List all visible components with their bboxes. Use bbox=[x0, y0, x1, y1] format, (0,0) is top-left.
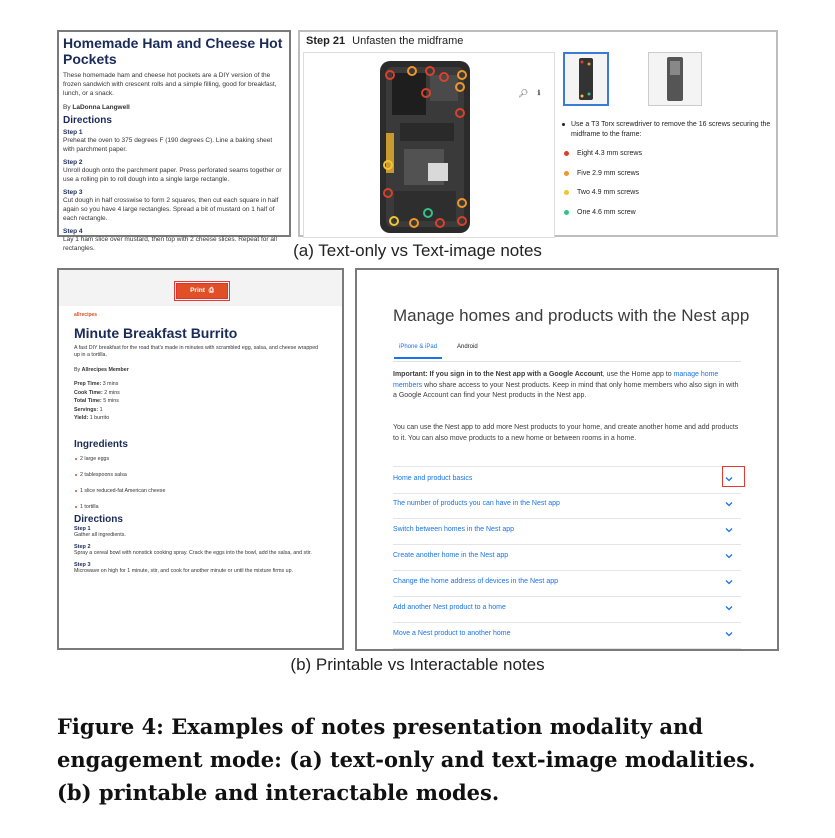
figure-caption: Figure 4: Examples of notes presentation modality and engagement mode: (a) text-only and text-image modalities. (b) printable and interactable modes. bbox=[57, 714, 756, 805]
print-button[interactable]: Print ⎙ bbox=[176, 283, 228, 299]
ingredient-item: 1 tortilla bbox=[80, 504, 324, 510]
recipe-title: Homemade Ham and Cheese Hot Pockets bbox=[63, 35, 283, 67]
step-3: Step 3 Cut dough in half crosswise to form 2 squares, then cut each square in half again so you have 4 large rectangles. Spread a bit of mustard on 1 half of each rectangle. bbox=[63, 189, 279, 222]
screw-item-1: Eight 4.3 mm screws bbox=[577, 149, 772, 159]
tab-android[interactable]: Android bbox=[457, 344, 478, 350]
accordion-item-move-product[interactable]: Move a Nest product to another home bbox=[393, 622, 741, 649]
caption-b: (b) Printable vs Interactable notes bbox=[290, 655, 545, 674]
printable-note-panel bbox=[57, 268, 344, 650]
phone-teardown-image bbox=[304, 53, 554, 237]
step-number: Step 21 bbox=[306, 35, 346, 47]
nest-page-title: Manage homes and products with the Nest app bbox=[393, 306, 750, 325]
recipe-content bbox=[74, 312, 324, 575]
chevron-down-icon[interactable] bbox=[723, 550, 735, 562]
chevron-down-icon[interactable] bbox=[723, 602, 735, 614]
step-2: Step 2 Spray a cereal bowl with nonstick cooking spray. Crack the eggs into the bowl, add the salsa, and stir. bbox=[74, 543, 312, 556]
platform-tabs bbox=[393, 339, 741, 362]
step-heading bbox=[306, 35, 463, 47]
interactable-note-panel bbox=[355, 268, 779, 651]
recipe-times: Prep Time: 3 mins Cook Time: 2 mins Total Time: 5 mins Servings: 1 Yield: 1 burrito bbox=[74, 381, 120, 421]
thumbnail-1-image bbox=[565, 54, 607, 104]
highlight-box bbox=[722, 466, 745, 487]
accordion-item-number-of-products[interactable]: The number of products you can have in the Nest app bbox=[393, 492, 741, 519]
directions-heading: Directions bbox=[63, 115, 112, 126]
intro-paragraph: You can use the Nest app to add more Nest products to your home, and create another home and add products to it. You can also move products to a new home or between rooms in a home. bbox=[393, 424, 739, 442]
step-1: Step 1 Gather all ingredients. bbox=[74, 525, 126, 538]
zoom-icon[interactable]: 🔎︎ bbox=[518, 89, 529, 98]
thumbnail-2-image bbox=[649, 53, 701, 105]
important-note: Important: If you sign in to the Nest app with a Google Account, use the Home app to manage home members who share access to your Nest products. Keep in mind that only home members who also sign in with a Google Account can find your Nest products in the Nest app. bbox=[393, 371, 739, 399]
accordion-item-home-and-product-basics[interactable]: Home and product basics bbox=[393, 466, 741, 494]
chevron-down-icon[interactable] bbox=[723, 628, 735, 640]
info-icon[interactable]: ℹ bbox=[537, 90, 541, 97]
manage-home-members-link[interactable]: manage home members bbox=[393, 371, 719, 389]
step-3: Step 3 Microwave on high for 1 minute, stir, and cook for another minute or until the mixture firms up. bbox=[74, 561, 294, 574]
brand-logo: allrecipes bbox=[74, 312, 98, 318]
screw-item-4: One 4.6 mm screw bbox=[577, 208, 772, 218]
screw-item-2: Five 2.9 mm screws bbox=[577, 169, 772, 179]
recipe-description: A fast DIY breakfast for the road that's made in minutes with scrambled egg, salsa, and cheese wrapped up in a tortilla. bbox=[74, 345, 319, 358]
ingredient-item: 2 large eggs bbox=[80, 456, 324, 462]
ingredient-item: 1 slice reduced-fat American cheese bbox=[80, 488, 324, 494]
text-only-note-panel bbox=[57, 30, 291, 252]
directions-heading: Directions bbox=[74, 513, 123, 525]
printer-icon: ⎙ bbox=[208, 287, 214, 294]
main-phone-photo[interactable] bbox=[303, 52, 555, 238]
recipe-byline: By LaDonna Langwell bbox=[63, 104, 130, 111]
chevron-down-icon[interactable] bbox=[723, 524, 735, 536]
chevron-down-icon[interactable] bbox=[723, 498, 735, 510]
recipe-title: Minute Breakfast Burrito bbox=[74, 325, 238, 341]
text-image-note-panel bbox=[298, 30, 778, 237]
tab-iphone-ipad[interactable]: iPhone & iPad bbox=[399, 344, 438, 350]
ingredients-heading: Ingredients bbox=[74, 438, 128, 450]
recipe-author: Allrecipes Member bbox=[81, 367, 129, 373]
chevron-down-icon[interactable] bbox=[723, 576, 735, 588]
step-4: Step 4 Lay 1 ham slice over mustard, then top with 2 cheese slices. Repeat for all rectangles. bbox=[63, 228, 277, 252]
thumbnail-2[interactable] bbox=[648, 52, 702, 106]
accordion-item-create-home[interactable]: Create another home in the Nest app bbox=[393, 544, 741, 571]
recipe-description: These homemade ham and cheese hot pockets are a DIY version of the frozen sandwich with crescent rolls and a simple filling, good for breakfast, lunch, or a snack. bbox=[63, 72, 277, 97]
recipe-byline: By Allrecipes Member bbox=[74, 367, 129, 373]
step-title: Unfasten the midframe bbox=[352, 35, 464, 47]
step-2: Step 2 Unroll dough onto the parchment paper. Press perforated seams together or use a rolling pin to roll dough into a single large rectangle. bbox=[63, 159, 282, 183]
screw-item-3: Two 4.9 mm screws bbox=[577, 188, 772, 198]
main-bullet: Use a T3 Torx screwdriver to remove the 16 screws securing the midframe to the frame: bbox=[562, 120, 772, 139]
step-1: Step 1 Preheat the oven to 375 degrees F (190 degrees C). Line a baking sheet with parchment paper. bbox=[63, 129, 273, 153]
accordion-item-change-address[interactable]: Change the home address of devices in the Nest app bbox=[393, 570, 741, 597]
caption-a: (a) Text-only vs Text-image notes bbox=[293, 241, 542, 260]
thumbnail-1[interactable] bbox=[563, 52, 609, 106]
accordion-item-switch-homes[interactable]: Switch between homes in the Nest app bbox=[393, 518, 741, 545]
step-instructions bbox=[562, 120, 772, 217]
ingredient-item: 2 tablespoons salsa bbox=[80, 472, 324, 478]
recipe-author: LaDonna Langwell bbox=[72, 104, 130, 111]
accordion-item-add-product[interactable]: Add another Nest product to a home bbox=[393, 596, 741, 623]
print-bar bbox=[59, 270, 342, 306]
